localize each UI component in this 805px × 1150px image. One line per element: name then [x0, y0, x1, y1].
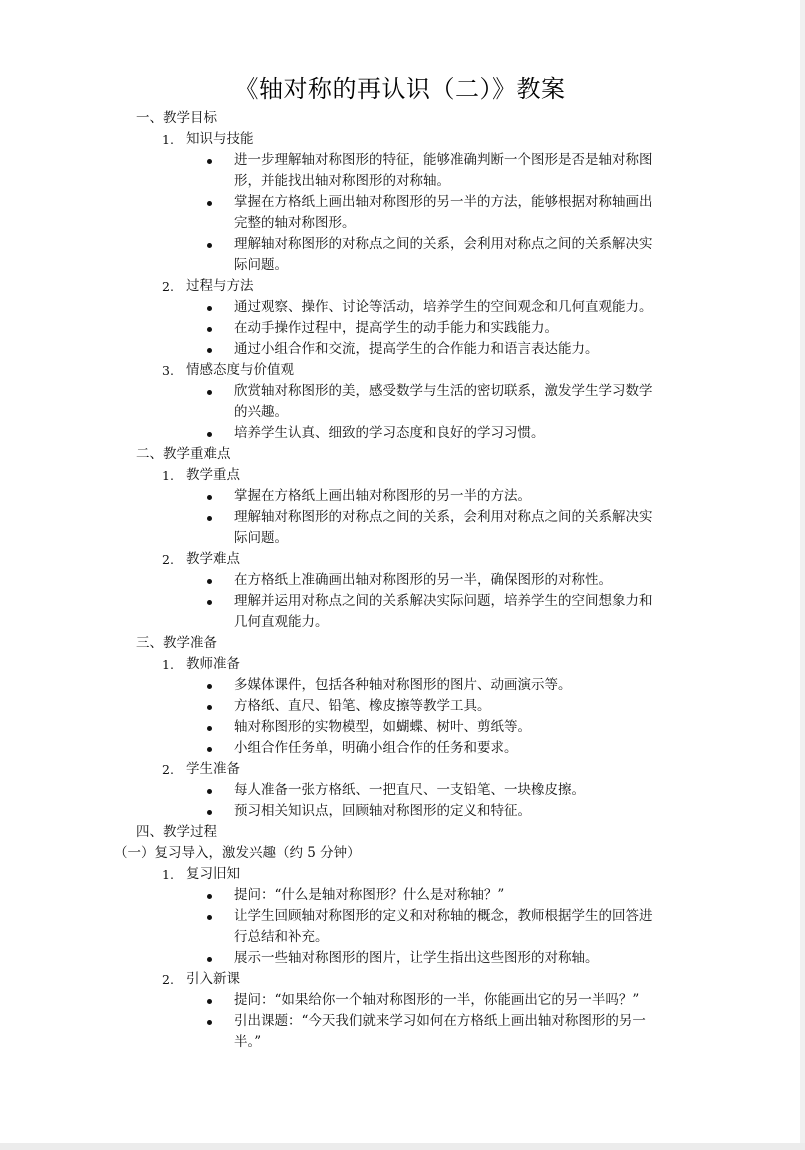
bullet-text: 提问：“如果给你一个轴对称图形的一半，你能画出它的另一半吗？” [234, 992, 640, 1008]
bullet-text: 培养学生认真、细致的学习态度和良好的学习习惯。 [234, 425, 545, 441]
bullet-item [0, 381, 664, 423]
bullet-dot-icon [207, 432, 212, 437]
item-number: 2. [162, 972, 174, 987]
item-label: 教师准备 [186, 656, 240, 672]
bullet-dot-icon [207, 159, 212, 164]
bullet-dot-icon [207, 747, 212, 752]
bullet-text: 理解并运用对称点之间的关系解决实际问题，培养学生的空间想象力和几何直观能力。 [234, 593, 653, 630]
bullet-item [0, 990, 664, 1011]
bullet-dot-icon [207, 243, 212, 248]
bullet-item [0, 675, 664, 696]
bullet-text: 通过小组合作和交流，提高学生的合作能力和语言表达能力。 [234, 341, 599, 357]
numbered-item [0, 276, 800, 297]
bullet-text: 在动手操作过程中，提高学生的动手能力和实践能力。 [234, 320, 558, 336]
bullet-dot-icon [207, 327, 212, 332]
bullet-dot-icon [207, 957, 212, 962]
item-label: 教学重点 [186, 467, 240, 483]
numbered-item [0, 969, 800, 990]
numbered-item [0, 360, 800, 381]
item-label: 教学难点 [186, 551, 240, 567]
item-number: 2. [162, 279, 174, 294]
bullet-dot-icon [207, 999, 212, 1004]
bullet-dot-icon [207, 1020, 212, 1025]
bullet-dot-icon [207, 810, 212, 815]
bullet-item [0, 717, 664, 738]
bullet-dot-icon [207, 306, 212, 311]
section-heading: 四、教学过程 [136, 824, 217, 840]
item-label: 情感态度与价值观 [186, 362, 294, 378]
numbered-item [0, 654, 800, 675]
bullet-text: 掌握在方格纸上画出轴对称图形的另一半的方法。 [234, 488, 531, 504]
bullet-item [0, 507, 664, 549]
bullet-item [0, 738, 664, 759]
bullet-text: 轴对称图形的实物模型，如蝴蝶、树叶、剪纸等。 [234, 719, 531, 735]
bullet-dot-icon [207, 495, 212, 500]
bullet-dot-icon [207, 516, 212, 521]
document-body [0, 108, 800, 1053]
bullet-text: 进一步理解轴对称图形的特征，能够准确判断一个图形是否是轴对称图形，并能找出轴对称图形的对称轴。 [234, 152, 653, 189]
item-number: 1. [162, 468, 174, 483]
bullet-item [0, 234, 664, 276]
document-title: 《轴对称的再认识（二）》教案 [234, 75, 566, 103]
bullet-item [0, 1011, 664, 1053]
item-number: 2. [162, 552, 174, 567]
bullet-item [0, 570, 664, 591]
numbered-item [0, 465, 800, 486]
item-number: 1. [162, 657, 174, 672]
bullet-text: 引出课题：“今天我们就来学习如何在方格纸上画出轴对称图形的另一半。” [234, 1013, 646, 1050]
bullet-dot-icon [207, 390, 212, 395]
section-heading: 二、教学重难点 [136, 446, 231, 462]
bullet-item [0, 780, 664, 801]
numbered-item [0, 549, 800, 570]
bullet-item [0, 486, 664, 507]
bullet-dot-icon [207, 579, 212, 584]
bullet-text: 通过观察、操作、讨论等活动，培养学生的空间观念和几何直观能力。 [234, 299, 653, 315]
item-number: 1. [162, 132, 174, 147]
item-label: 引入新课 [186, 971, 240, 987]
bullet-item [0, 423, 664, 444]
item-number: 2. [162, 762, 174, 777]
item-number: 1. [162, 867, 174, 882]
item-label: 过程与方法 [186, 278, 254, 294]
numbered-item [0, 759, 800, 780]
bullet-item [0, 192, 664, 234]
bullet-dot-icon [207, 348, 212, 353]
bullet-text: 每人准备一张方格纸、一把直尺、一支铅笔、一块橡皮擦。 [234, 782, 585, 798]
bullet-dot-icon [207, 600, 212, 605]
bullet-dot-icon [207, 915, 212, 920]
item-label: 复习旧知 [186, 866, 240, 882]
page-bottom-edge [0, 1143, 805, 1150]
bullet-dot-icon [207, 789, 212, 794]
bullet-text: 在方格纸上准确画出轴对称图形的另一半，确保图形的对称性。 [234, 572, 612, 588]
item-label: 学生准备 [186, 761, 240, 777]
bullet-dot-icon [207, 894, 212, 899]
bullet-item [0, 885, 664, 906]
bullet-dot-icon [207, 684, 212, 689]
bullet-text: 掌握在方格纸上画出轴对称图形的另一半的方法，能够根据对称轴画出完整的轴对称图形。 [234, 194, 653, 231]
section-heading: 三、教学准备 [136, 635, 217, 651]
bullet-item [0, 948, 664, 969]
bullet-item [0, 150, 664, 192]
numbered-item [0, 129, 800, 150]
bullet-item [0, 297, 664, 318]
bullet-item [0, 339, 664, 360]
bullet-text: 提问：“什么是轴对称图形？什么是对称轴？” [234, 887, 505, 903]
bullet-text: 理解轴对称图形的对称点之间的关系，会利用对称点之间的关系解决实际问题。 [234, 236, 653, 273]
bullet-text: 理解轴对称图形的对称点之间的关系，会利用对称点之间的关系解决实际问题。 [234, 509, 653, 546]
bullet-text: 小组合作任务单，明确小组合作的任务和要求。 [234, 740, 518, 756]
bullet-text: 让学生回顾轴对称图形的定义和对称轴的概念，教师根据学生的回答进行总结和补充。 [234, 908, 653, 945]
bullet-dot-icon [207, 201, 212, 206]
numbered-item [0, 864, 800, 885]
bullet-text: 方格纸、直尺、铅笔、橡皮擦等教学工具。 [234, 698, 491, 714]
bullet-text: 多媒体课件，包括各种轴对称图形的图片、动画演示等。 [234, 677, 572, 693]
bullet-item [0, 801, 664, 822]
bullet-item [0, 591, 664, 633]
bullet-text: 预习相关知识点，回顾轴对称图形的定义和特征。 [234, 803, 531, 819]
bullet-dot-icon [207, 705, 212, 710]
bullet-item [0, 318, 664, 339]
bullet-item [0, 696, 664, 717]
section-heading: 一、教学目标 [136, 110, 217, 126]
bullet-text: 欣赏轴对称图形的美，感受数学与生活的密切联系，激发学生学习数学的兴趣。 [234, 383, 653, 420]
item-label: 知识与技能 [186, 131, 254, 147]
subsection-heading: （一）复习导入，激发兴趣（约 5 分钟） [114, 845, 361, 861]
item-number: 3. [162, 363, 174, 378]
bullet-dot-icon [207, 726, 212, 731]
bullet-text: 展示一些轴对称图形的图片，让学生指出这些图形的对称轴。 [234, 950, 599, 966]
bullet-item [0, 906, 664, 948]
